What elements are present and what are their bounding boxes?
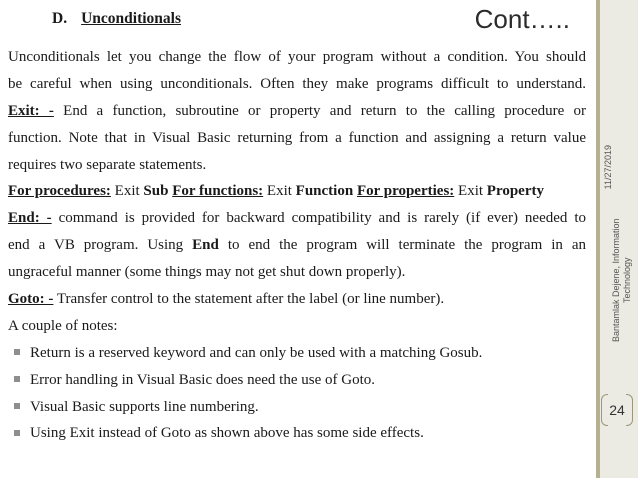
intro-line-1: Unconditionals let you change the flow of your program without a condition. You should: [8, 49, 586, 65]
author-line-1: Bantamlak Dejene, Information: [611, 218, 621, 342]
bullet-square-icon: [14, 430, 20, 436]
end-term: End: -: [8, 210, 52, 227]
sidebar-edge: [596, 0, 600, 478]
section-title: Unconditionals: [81, 10, 181, 27]
properties-keyword: Property: [486, 183, 544, 200]
notes-intro: A couple of notes:: [8, 317, 118, 334]
author-footer: [611, 165, 633, 395]
bullet-text: Using Exit instead of Goto as shown above has some side effects.: [30, 425, 424, 442]
bullet-square-icon: [14, 349, 20, 355]
list-item: [8, 367, 586, 394]
functions-keyword: Function: [295, 183, 354, 200]
procedures-label: For procedures:: [8, 183, 111, 200]
exit-desc-1: End a function, subroutine or property and return to the calling procedure or: [63, 102, 586, 119]
list-item: [8, 340, 586, 367]
section-heading: [52, 10, 181, 28]
bullet-text: Error handling in Visual Basic does need the use of Goto.: [30, 371, 375, 388]
bullet-text: Visual Basic supports line numbering.: [30, 398, 259, 415]
procedures-exit: Exit: [114, 183, 140, 200]
end-line-3: ungraceful manner (some things may not get shut down properly).: [8, 264, 406, 281]
bullet-square-icon: [14, 376, 20, 382]
page-number: 24: [601, 394, 633, 426]
properties-exit: Exit: [458, 183, 484, 200]
list-item: [8, 420, 586, 447]
functions-label: For functions:: [172, 183, 264, 200]
goto-term: Goto: -: [8, 291, 54, 308]
slide-title-cont: Cont…..: [474, 4, 570, 34]
exit-term: Exit: -: [8, 102, 54, 119]
list-item: [8, 394, 586, 421]
end-desc-1: command is provided for backward compatibility and is rarely (if ever) needed to: [58, 210, 586, 227]
procedures-keyword: Sub: [143, 183, 169, 200]
end-desc-2b: to end the program will terminate the program in an: [227, 237, 587, 254]
intro-line-2: be careful when using unconditionals. Often they make programs difficult to understand.: [8, 75, 586, 92]
exit-line-3: requires two separate statements.: [8, 156, 207, 173]
functions-exit: Exit: [266, 183, 292, 200]
exit-line-2: function. Note that in Visual Basic returning from a function and assigning a return value: [8, 129, 586, 146]
exit-line-1: [8, 98, 586, 125]
end-desc-2a: end a VB program. Using: [8, 237, 184, 254]
goto-line: [8, 286, 586, 313]
procedures-line: [8, 178, 586, 205]
slide-date: 11/27/2019: [603, 145, 613, 190]
properties-label: For properties:: [356, 183, 455, 200]
end-line-1: [8, 205, 586, 232]
bullet-text: Return is a reserved keyword and can only be used with a matching Gosub.: [30, 344, 483, 361]
author-line-2: Technology: [622, 257, 632, 303]
slide-content: [8, 0, 586, 478]
end-keyword: End: [192, 237, 219, 254]
body-text: [8, 44, 586, 447]
bullet-square-icon: [14, 403, 20, 409]
goto-desc: Transfer control to the statement after the label (or line number).: [56, 291, 445, 308]
section-label: D.: [52, 10, 68, 27]
end-line-2: [8, 232, 586, 259]
